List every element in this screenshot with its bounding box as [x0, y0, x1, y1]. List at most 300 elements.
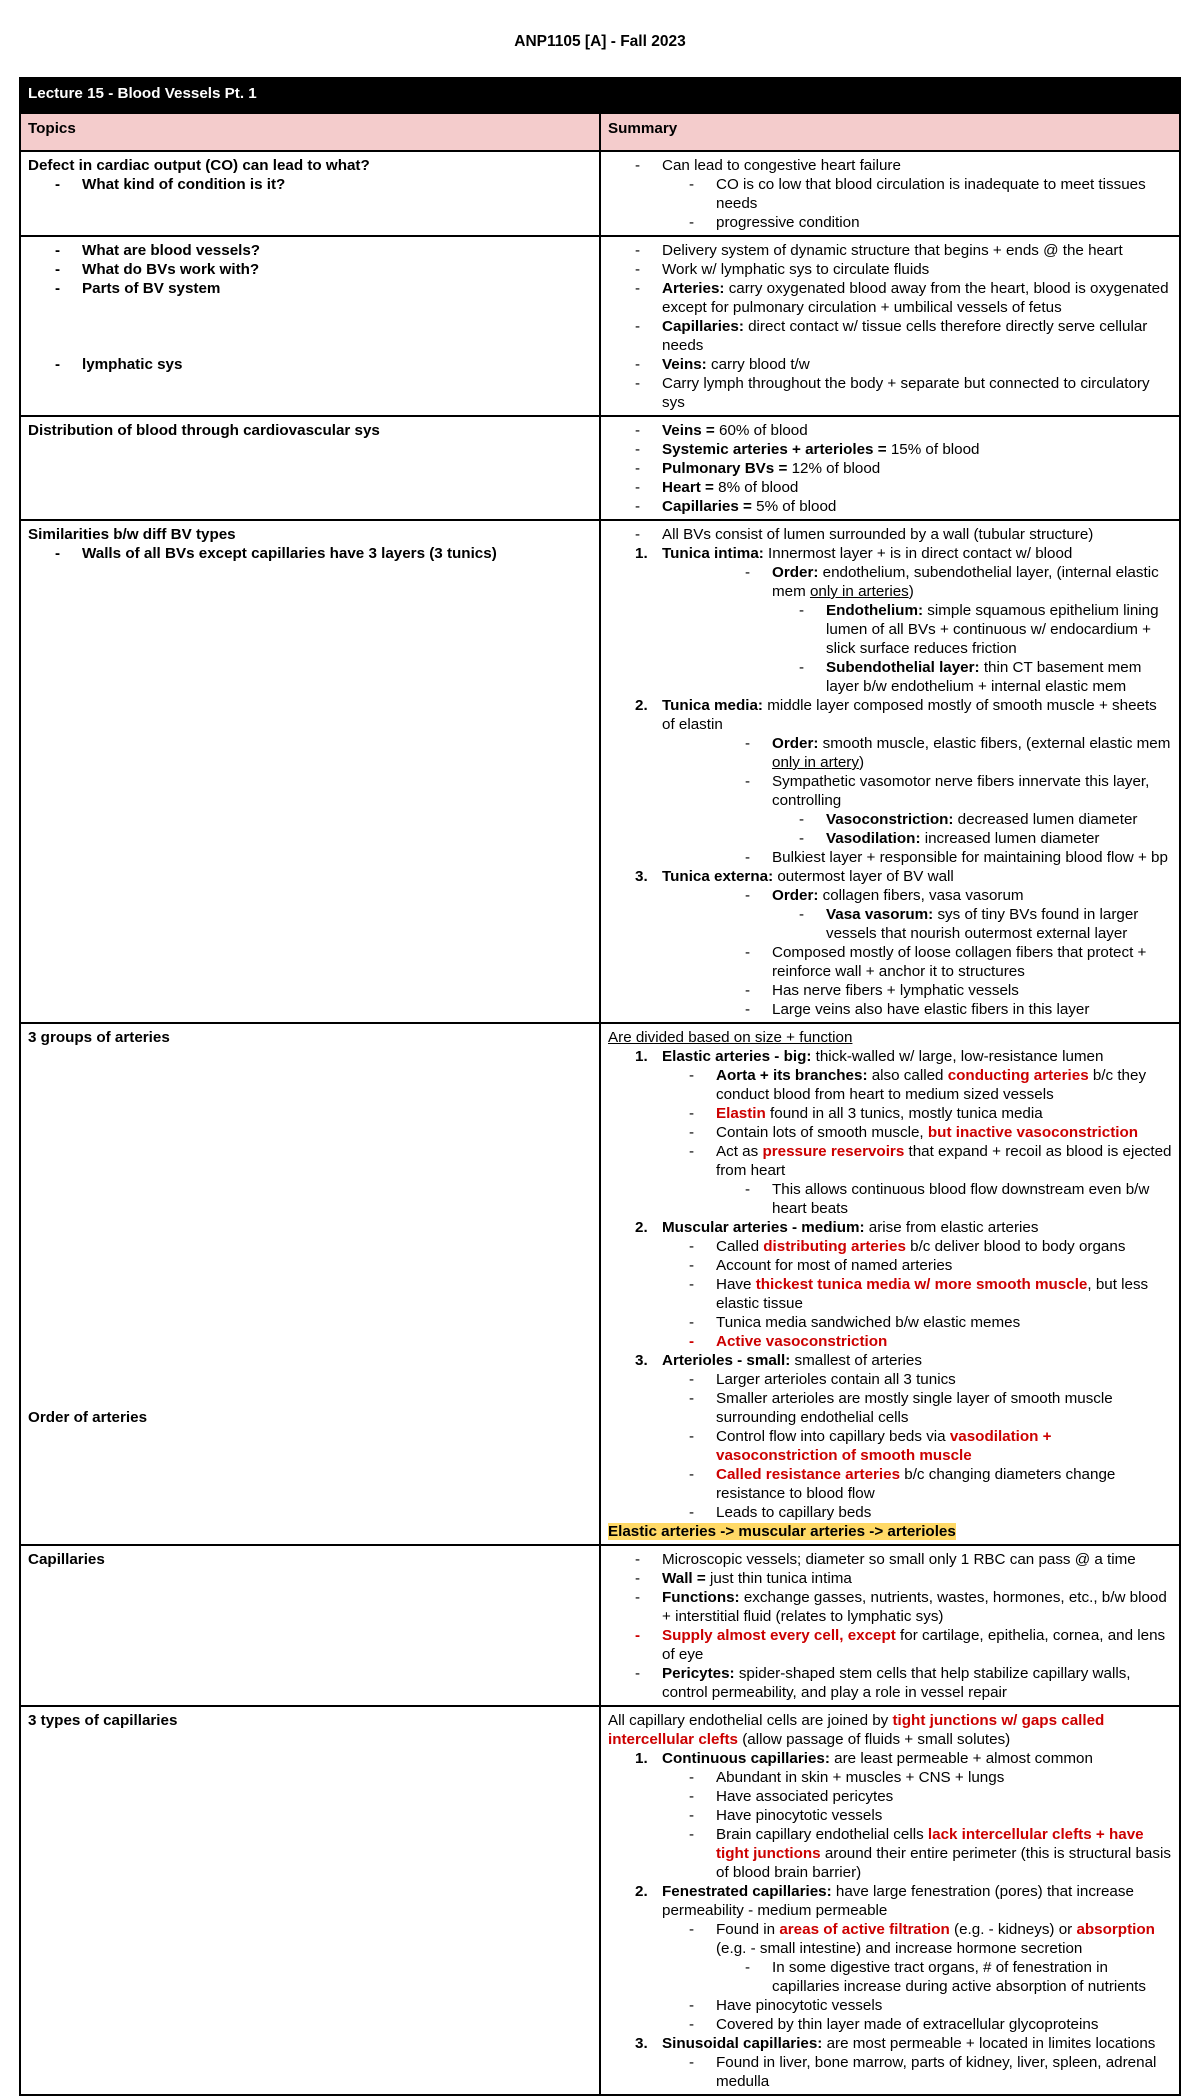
text-segment: Brain capillary endothelial cells	[716, 1826, 928, 1843]
note-line	[608, 1882, 1172, 1920]
text-segment: Called	[716, 1238, 764, 1255]
text-segment: What do BVs work with?	[82, 261, 260, 278]
bullet-marker: -	[635, 479, 641, 496]
text-segment: Vasa vasorum:	[826, 906, 934, 923]
topic-cell	[20, 151, 600, 236]
note-line	[608, 1503, 1172, 1522]
text-segment: areas of active filtration	[779, 1921, 950, 1938]
spacer	[28, 298, 592, 317]
bullet-marker: -	[799, 659, 805, 676]
note-line	[608, 2034, 1172, 2053]
bullet-marker: -	[55, 280, 61, 297]
text-segment: Order:	[772, 735, 819, 752]
text-segment: 60% of blood	[714, 422, 808, 439]
text-segment: 12% of blood	[787, 460, 881, 477]
bullet-marker: -	[635, 1570, 641, 1587]
spacer	[28, 1199, 592, 1218]
spacer	[28, 1237, 592, 1256]
bullet-marker: -	[689, 1105, 695, 1122]
text-segment: Similarities b/w diff BV types	[28, 526, 236, 543]
text-segment: also called	[867, 1067, 948, 1084]
text-segment: Sympathetic vasomotor nerve fibers innervate this layer, controlling	[772, 773, 1150, 809]
bullet-marker: -	[55, 176, 61, 193]
text-segment: Veins =	[662, 422, 715, 439]
text-segment: collagen fibers, vasa vasorum	[818, 887, 1024, 904]
note-line	[608, 421, 1172, 440]
note-line	[28, 1028, 592, 1047]
bullet-marker: -	[745, 887, 751, 904]
text-segment: Tunica intima:	[662, 545, 764, 562]
spacer	[28, 1370, 592, 1389]
note-line	[608, 1237, 1172, 1256]
text-segment: distributing arteries	[763, 1238, 906, 1255]
text-segment: Delivery system of dynamic structure that begins + ends @ the heart	[662, 242, 1123, 259]
text-segment: This allows continuous blood flow downstream even b/w heart beats	[772, 1181, 1150, 1217]
topic-row	[20, 416, 1180, 520]
text-segment: Capillaries:	[662, 318, 744, 335]
text-segment: Functions:	[662, 1589, 740, 1606]
note-line	[28, 421, 592, 440]
bullet-marker: -	[635, 356, 641, 373]
note-line	[608, 1958, 1172, 1996]
note-line	[608, 1142, 1172, 1180]
text-segment: Wall =	[662, 1570, 706, 1587]
note-line	[608, 943, 1172, 981]
text-segment: 8% of blood	[713, 479, 799, 496]
bullet-marker: -	[799, 602, 805, 619]
note-line	[608, 1104, 1172, 1123]
note-line	[608, 1465, 1172, 1503]
note-line	[608, 1218, 1172, 1237]
note-line	[608, 1028, 1172, 1047]
spacer	[28, 1332, 592, 1351]
text-segment: Tunica externa:	[662, 868, 774, 885]
text-segment: What kind of condition is it?	[82, 176, 286, 193]
bullet-marker: -	[745, 1959, 751, 1976]
text-segment: Arteries:	[662, 280, 725, 297]
bullet-marker: -	[635, 498, 641, 515]
bullet-marker: -	[635, 375, 641, 392]
text-segment: simple squamous epithelium lining lumen of all BVs + continuous w/ endocardium + slick surface reduces friction	[826, 602, 1159, 657]
text-segment: Microscopic vessels; diameter so small only 1 RBC can pass @ a time	[662, 1551, 1136, 1568]
note-line	[608, 1180, 1172, 1218]
text-segment: Arterioles - small:	[662, 1352, 791, 1369]
bullet-marker: 1.	[635, 545, 648, 562]
spacer	[28, 1351, 592, 1370]
bullet-marker: -	[745, 773, 751, 790]
note-line	[608, 1626, 1172, 1664]
bullet-marker: -	[689, 1124, 695, 1141]
note-line	[608, 1351, 1172, 1370]
note-line	[608, 1996, 1172, 2015]
text-segment: only in arteries	[809, 583, 909, 600]
spacer	[28, 1142, 592, 1161]
note-line	[608, 658, 1172, 696]
text-segment: middle layer composed mostly of smooth muscle + sheets of elastin	[662, 697, 1157, 733]
text-segment: that expand + recoil as blood is ejected from heart	[716, 1143, 1172, 1179]
bullet-marker: -	[799, 830, 805, 847]
text-segment: Leads to capillary beds	[716, 1504, 872, 1521]
bullet-marker: -	[745, 564, 751, 581]
text-segment: Order:	[772, 564, 819, 581]
bullet-marker: -	[635, 422, 641, 439]
note-line	[608, 1569, 1172, 1588]
note-line	[608, 440, 1172, 459]
topic-cell	[20, 236, 600, 416]
summary-cell	[600, 1023, 1180, 1545]
note-line	[608, 1275, 1172, 1313]
bullet-marker: -	[635, 526, 641, 543]
spacer	[28, 317, 592, 336]
bullet-marker: -	[689, 2016, 695, 2033]
note-line	[608, 374, 1172, 412]
text-segment: increased lumen diameter	[920, 830, 1100, 847]
bullet-marker: -	[689, 1276, 695, 1293]
bullet-marker: -	[635, 261, 641, 278]
text-segment: Endothelium:	[826, 602, 924, 619]
text-segment: Large veins also have elastic fibers in this layer	[772, 1001, 1090, 1018]
text-segment: Tunica media:	[662, 697, 763, 714]
text-segment: Covered by thin layer made of extracellular glycoproteins	[716, 2016, 1099, 2033]
topic-row	[20, 1706, 1180, 2095]
note-line	[608, 1711, 1172, 1749]
bullet-marker: -	[745, 849, 751, 866]
bullet-marker: -	[689, 1333, 695, 1350]
note-line	[28, 544, 592, 563]
text-segment: Capillaries	[28, 1551, 105, 1568]
note-line	[608, 848, 1172, 867]
text-segment: Elastic arteries -> muscular arteries -> arterioles	[608, 1523, 956, 1540]
text-segment: Bulkiest layer + responsible for maintaining blood flow + bp	[772, 849, 1168, 866]
bullet-marker: -	[635, 318, 641, 335]
text-segment: Vasodilation:	[826, 830, 921, 847]
text-segment: Active vasoconstriction	[716, 1333, 888, 1350]
topic-cell	[20, 1706, 600, 2095]
note-line	[608, 1664, 1172, 1702]
spacer	[28, 1294, 592, 1313]
text-segment: b/c changing diameters change resistance to blood flow	[716, 1466, 1116, 1502]
note-line	[608, 1047, 1172, 1066]
text-segment: Smaller arterioles are mostly single layer of smooth muscle surrounding endothelial cells	[716, 1390, 1113, 1426]
text-segment: thick-walled w/ large, low-resistance lumen	[811, 1048, 1104, 1065]
spacer	[28, 1161, 592, 1180]
text-segment: arise from elastic arteries	[864, 1219, 1039, 1236]
topic-cell	[20, 416, 600, 520]
summary-cell	[600, 520, 1180, 1023]
text-segment: Act as	[716, 1143, 763, 1160]
text-segment: Contain lots of smooth muscle,	[716, 1124, 928, 1141]
text-segment: CO is co low that blood circulation is inadequate to meet tissues needs	[716, 176, 1146, 212]
note-line	[608, 241, 1172, 260]
note-line	[608, 1256, 1172, 1275]
text-segment: Account for most of named arteries	[716, 1257, 953, 1274]
text-segment: 5% of blood	[751, 498, 837, 515]
text-segment: (allow passage of fluids + small solutes)	[738, 1731, 1011, 1748]
text-segment: All BVs consist of lumen surrounded by a wall (tubular structure)	[662, 526, 1094, 543]
bullet-marker: -	[635, 1551, 641, 1568]
spacer	[28, 1389, 592, 1408]
text-segment: exchange gasses, nutrients, wastes, hormones, etc., b/w blood + interstitial fluid (relates to lymphatic sys)	[662, 1589, 1167, 1625]
header-row	[20, 113, 1180, 151]
header-summary: Summary	[600, 113, 1180, 151]
note-line	[608, 1066, 1172, 1104]
bullet-marker: -	[745, 1001, 751, 1018]
bullet-marker: -	[635, 1665, 641, 1682]
text-segment: carry blood t/w	[706, 356, 810, 373]
bullet-marker: -	[635, 242, 641, 259]
note-line	[608, 829, 1172, 848]
text-segment: Systemic arteries + arterioles =	[662, 441, 887, 458]
note-line	[608, 1825, 1172, 1882]
text-segment: are most permeable + located in limites locations	[822, 2035, 1156, 2052]
text-segment: Vasoconstriction:	[826, 811, 954, 828]
note-line	[28, 1550, 592, 1569]
bullet-marker: -	[689, 1428, 695, 1445]
text-segment: absorption	[1076, 1921, 1155, 1938]
bullet-marker: -	[635, 157, 641, 174]
text-segment: Walls of all BVs except capillaries have 3 layers (3 tunics)	[82, 545, 497, 562]
text-segment: endothelium, subendothelial layer, (internal elastic mem	[772, 564, 1159, 600]
note-line	[608, 1550, 1172, 1569]
bullet-marker: -	[689, 214, 695, 231]
bullet-marker: -	[635, 1589, 641, 1606]
bullet-marker: -	[799, 811, 805, 828]
text-segment: In some digestive tract organs, # of fenestration in capillaries increase during active absorption of nutrients	[772, 1959, 1146, 1995]
summary-cell	[600, 236, 1180, 416]
text-segment: Sinusoidal capillaries:	[662, 2035, 823, 2052]
topic-row	[20, 1545, 1180, 1706]
text-segment: All capillary endothelial cells are joined by	[608, 1712, 893, 1729]
text-segment: Pericytes:	[662, 1665, 735, 1682]
note-line	[28, 525, 592, 544]
topic-row	[20, 236, 1180, 416]
topic-row	[20, 151, 1180, 236]
text-segment: Composed mostly of loose collagen fibers that protect + reinforce wall + anchor it to structures	[772, 944, 1147, 980]
document-title: ANP1105 [A] - Fall 2023	[514, 33, 686, 50]
text-segment: What are blood vessels?	[82, 242, 261, 259]
note-line	[608, 981, 1172, 1000]
bullet-marker: -	[55, 261, 61, 278]
text-segment: found in all 3 tunics, mostly tunica media	[765, 1105, 1043, 1122]
bullet-marker: -	[689, 1921, 695, 1938]
note-line	[608, 156, 1172, 175]
bullet-marker: -	[689, 1826, 695, 1843]
text-segment: )	[858, 754, 865, 771]
text-segment: tight junctions w/ gaps called intercellular clefts	[608, 1712, 1105, 1748]
bullet-marker: -	[689, 1257, 695, 1274]
bullet-marker: -	[689, 1504, 695, 1521]
bullet-marker: -	[689, 1371, 695, 1388]
bullet-marker: -	[745, 944, 751, 961]
bullet-marker: 3.	[635, 2035, 648, 2052]
text-segment: Aorta + its branches:	[716, 1067, 868, 1084]
text-segment: smooth muscle, elastic fibers, (external elastic mem	[818, 735, 1171, 752]
note-line	[28, 1711, 592, 1730]
notes-table	[19, 77, 1181, 2096]
note-line	[608, 213, 1172, 232]
topic-row	[20, 520, 1180, 1023]
text-segment: Have	[716, 1276, 756, 1293]
text-segment: conducting arteries	[947, 1067, 1089, 1084]
summary-cell	[600, 1545, 1180, 1706]
text-segment: )	[908, 583, 914, 600]
bullet-marker: -	[635, 1627, 641, 1644]
text-segment: Have pinocytotic vessels	[716, 1997, 883, 2014]
spacer	[28, 1275, 592, 1294]
bullet-marker: -	[689, 1769, 695, 1786]
header-topics: Topics	[20, 113, 600, 151]
spacer	[28, 1180, 592, 1199]
topic-row	[20, 1023, 1180, 1545]
text-segment: , but less elastic tissue	[716, 1276, 1149, 1312]
text-segment: Pulmonary BVs =	[662, 460, 788, 477]
note-line	[608, 478, 1172, 497]
bullet-marker: -	[745, 735, 751, 752]
topic-cell	[20, 520, 600, 1023]
bullet-marker: -	[745, 1181, 751, 1198]
note-line	[608, 1389, 1172, 1427]
text-segment: Order:	[772, 887, 819, 904]
text-segment: just thin tunica intima	[705, 1570, 852, 1587]
note-line	[28, 279, 592, 298]
note-line	[608, 497, 1172, 516]
text-segment: Has nerve fibers + lymphatic vessels	[772, 982, 1019, 999]
bullet-marker: -	[689, 1143, 695, 1160]
note-line	[608, 1427, 1172, 1465]
topic-cell	[20, 1545, 600, 1706]
note-line	[608, 1920, 1172, 1958]
text-segment: have large fenestration (pores) that increase permeability - medium permeable	[662, 1883, 1134, 1919]
note-line	[608, 1768, 1172, 1787]
text-segment: 15% of blood	[886, 441, 980, 458]
bullet-marker: -	[55, 356, 61, 373]
text-segment: Innermost layer + is in direct contact w/ blood	[763, 545, 1073, 562]
spacer	[28, 1313, 592, 1332]
note-line	[608, 905, 1172, 943]
spacer	[28, 1085, 592, 1104]
spacer	[28, 1256, 592, 1275]
bullet-marker: -	[689, 1997, 695, 2014]
text-segment: pressure reservoirs	[762, 1143, 905, 1160]
note-line	[28, 260, 592, 279]
note-line	[608, 886, 1172, 905]
note-line	[608, 279, 1172, 317]
text-segment: 3 groups of arteries	[28, 1029, 170, 1046]
text-segment: Muscular arteries - medium:	[662, 1219, 865, 1236]
note-line	[608, 1313, 1172, 1332]
bullet-marker: -	[799, 906, 805, 923]
spacer	[28, 336, 592, 355]
bullet-marker: -	[689, 1390, 695, 1407]
bullet-marker: -	[689, 176, 695, 193]
text-segment: thin CT basement mem layer b/w endothelium + internal elastic mem	[826, 659, 1142, 695]
text-segment: lymphatic sys	[82, 356, 183, 373]
text-segment: Found in liver, bone marrow, parts of kidney, liver, spleen, adrenal medulla	[716, 2054, 1157, 2090]
text-segment: Carry lymph throughout the body + separate but connected to circulatory sys	[662, 375, 1150, 411]
note-line	[608, 772, 1172, 810]
text-segment: Veins:	[662, 356, 707, 373]
note-line	[28, 355, 592, 374]
text-segment: vasodilation + vasoconstriction of smooth muscle	[716, 1428, 1052, 1464]
bullet-marker: -	[689, 1466, 695, 1483]
note-line	[28, 241, 592, 260]
text-segment: around their entire perimeter (this is structural basis of blood brain barrier)	[716, 1845, 1171, 1881]
bullet-marker: -	[689, 1314, 695, 1331]
text-segment: sys of tiny BVs found in larger vessels that nourish outermost external layer	[826, 906, 1139, 942]
text-segment: Elastin	[716, 1105, 766, 1122]
summary-cell	[600, 416, 1180, 520]
text-segment: carry oxygenated blood away from the heart, blood is oxygenated except for pulmonary circulation + umbilical vessels of fetus	[662, 280, 1169, 316]
note-line	[608, 810, 1172, 829]
note-line	[608, 525, 1172, 544]
text-segment: Control flow into capillary beds via	[716, 1428, 950, 1445]
text-segment: thickest tunica media w/ more smooth muscle	[755, 1276, 1088, 1293]
spacer	[28, 1123, 592, 1142]
text-segment: Abundant in skin + muscles + CNS + lungs	[716, 1769, 1005, 1786]
bullet-marker: 3.	[635, 868, 648, 885]
text-segment: (e.g. - kidneys) or	[949, 1921, 1077, 1938]
text-segment: Elastic arteries - big:	[662, 1048, 812, 1065]
bullet-marker: 2.	[635, 1219, 648, 1236]
note-line	[608, 1787, 1172, 1806]
text-segment: for cartilage, epithelia, cornea, and lens of eye	[662, 1627, 1166, 1663]
note-line	[608, 1522, 1172, 1541]
text-segment: b/c deliver blood to body organs	[905, 1238, 1126, 1255]
text-segment: Defect in cardiac output (CO) can lead to what?	[28, 157, 370, 174]
bullet-marker: -	[55, 242, 61, 259]
note-line	[608, 1123, 1172, 1142]
text-segment: Called resistance arteries	[716, 1466, 901, 1483]
bullet-marker: 2.	[635, 1883, 648, 1900]
note-line	[608, 563, 1172, 601]
text-segment: Found in	[716, 1921, 780, 1938]
text-segment: Order of arteries	[28, 1409, 148, 1426]
note-line	[608, 696, 1172, 734]
lecture-title: Lecture 15 - Blood Vessels Pt. 1	[20, 78, 1180, 113]
bullet-marker: -	[689, 1067, 695, 1084]
note-line	[608, 1588, 1172, 1626]
note-line	[608, 260, 1172, 279]
text-segment: are least permeable + almost common	[829, 1750, 1093, 1767]
text-segment: Heart =	[662, 479, 714, 496]
text-segment: spider-shaped stem cells that help stabilize capillary walls, control permeability, and play a role in vessel repair	[662, 1665, 1131, 1701]
bullet-marker: -	[689, 1788, 695, 1805]
bullet-marker: -	[55, 545, 61, 562]
text-segment: smallest of arteries	[790, 1352, 922, 1369]
text-segment: (e.g. - small intestine) and increase hormone secretion	[716, 1940, 1083, 1957]
bullet-marker: -	[635, 460, 641, 477]
note-line	[608, 1000, 1172, 1019]
note-line	[608, 601, 1172, 658]
text-segment: but inactive vasoconstriction	[927, 1124, 1139, 1141]
text-segment: only in artery	[772, 754, 859, 771]
note-line	[608, 1806, 1172, 1825]
text-segment: Fenestrated capillaries:	[662, 1883, 832, 1900]
bullet-marker: -	[689, 2054, 695, 2071]
text-segment: Tunica media sandwiched b/w elastic memes	[716, 1314, 1021, 1331]
note-line	[28, 175, 592, 194]
text-segment: Capillaries =	[662, 498, 752, 515]
text-segment: Distribution of blood through cardiovascular sys	[28, 422, 380, 439]
summary-cell	[600, 151, 1180, 236]
note-line	[608, 459, 1172, 478]
text-segment: Are divided based on size + function	[608, 1029, 853, 1046]
topic-cell	[20, 1023, 600, 1545]
summary-cell	[600, 1706, 1180, 2095]
text-segment: progressive condition	[716, 214, 860, 231]
bullet-marker: -	[635, 280, 641, 297]
note-line	[608, 2053, 1172, 2091]
